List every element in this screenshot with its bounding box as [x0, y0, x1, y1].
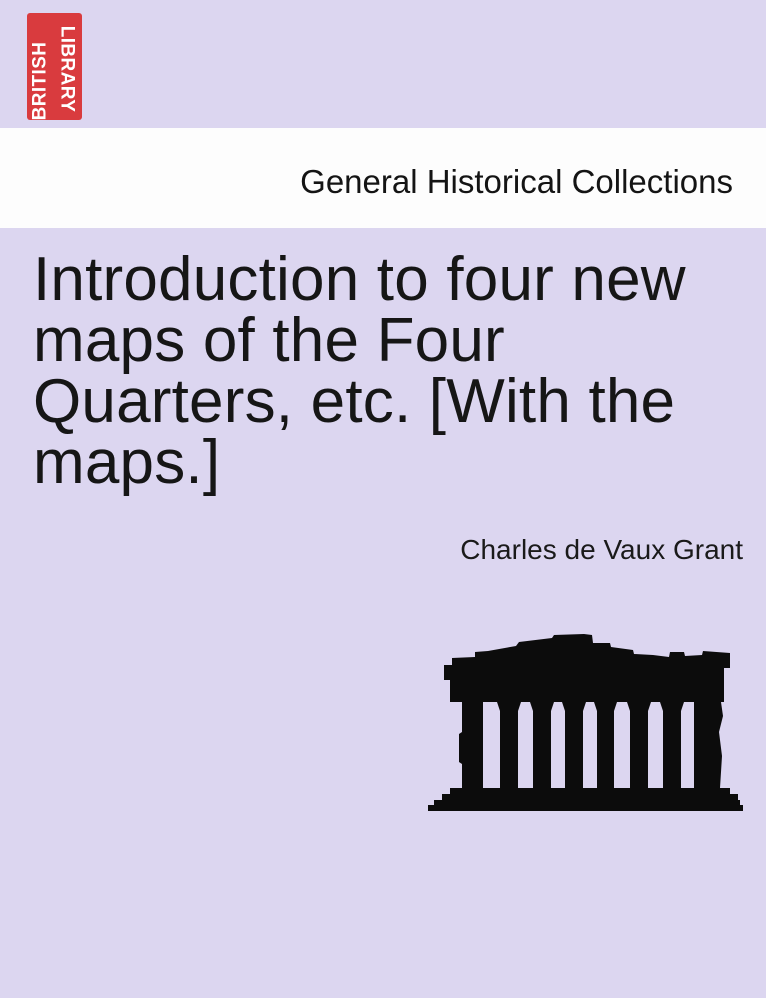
book-title	[33, 245, 746, 497]
temple-pediment	[444, 634, 730, 702]
title-line-3: Quarters, etc. [With the	[33, 367, 676, 436]
parthenon-icon	[426, 634, 746, 814]
title-line-1: Introduction to four new	[33, 245, 686, 314]
title-line-2: maps of the Four	[33, 306, 505, 375]
temple-column	[694, 702, 723, 788]
collection-title: General Historical Collections	[300, 163, 733, 200]
temple-step	[434, 800, 740, 805]
collection-band	[0, 128, 766, 228]
temple-column	[497, 702, 521, 788]
temple-column	[530, 702, 554, 788]
temple-column	[594, 702, 617, 788]
temple-step	[442, 794, 738, 800]
temple-column	[562, 702, 586, 788]
temple-step	[450, 788, 730, 794]
british-library-logo	[27, 13, 82, 120]
logo-word-british: BRITISH	[29, 41, 51, 121]
author-name: Charles de Vaux Grant	[460, 534, 743, 565]
title-line-4: maps.]	[33, 428, 221, 497]
temple-column	[627, 702, 651, 788]
temple-column	[660, 702, 684, 788]
logo-word-library: LIBRARY	[56, 25, 78, 113]
temple-column	[459, 702, 483, 788]
parthenon-temple-icon	[426, 634, 746, 814]
temple-step	[428, 805, 743, 811]
